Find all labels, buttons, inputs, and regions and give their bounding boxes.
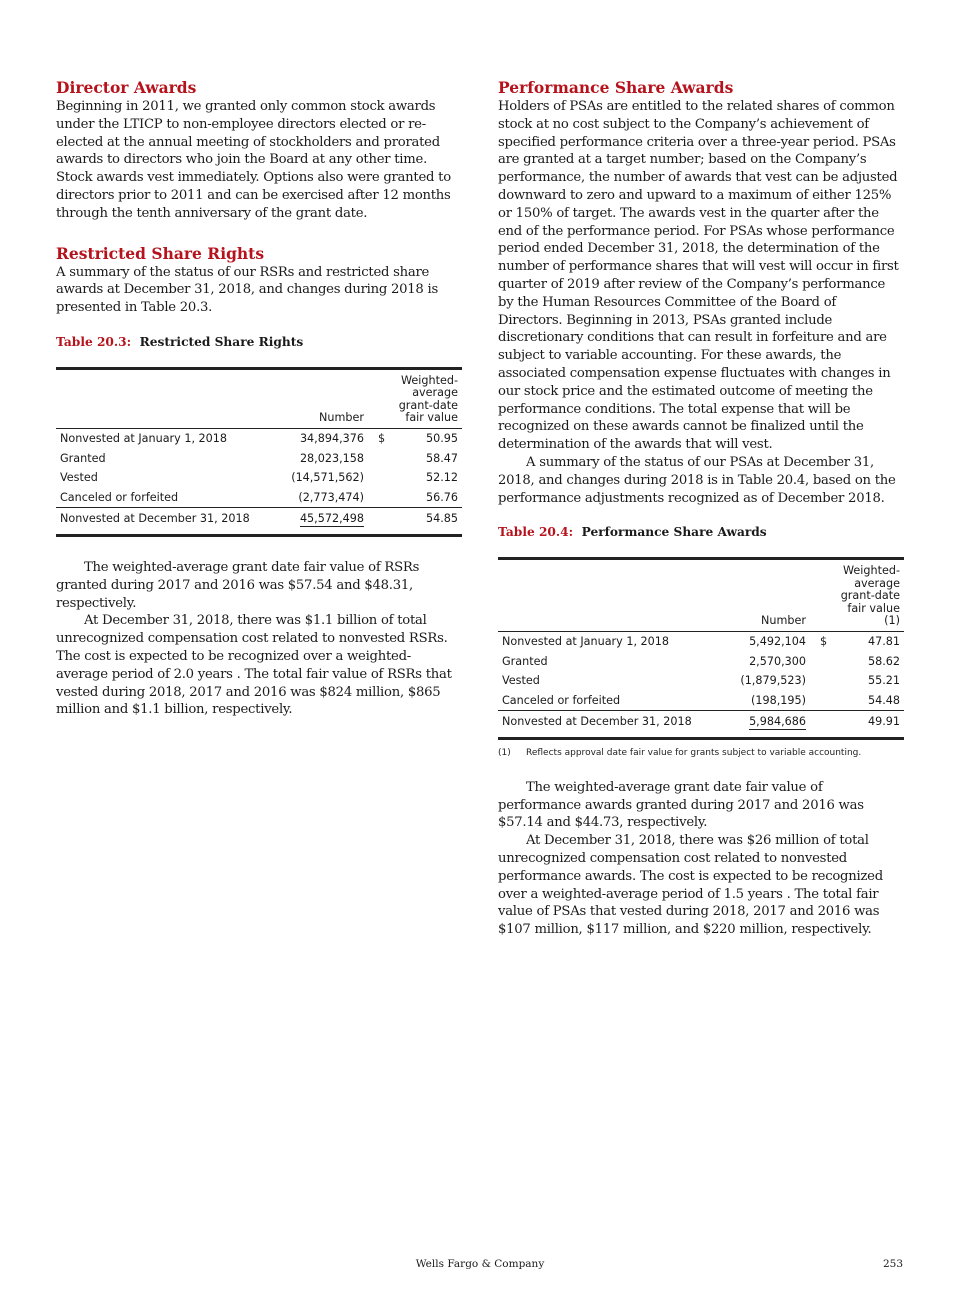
row-label: Vested xyxy=(502,674,540,688)
left-column xyxy=(56,78,462,719)
table-title: Performance Share Awards xyxy=(581,525,767,540)
column-header-number: Number xyxy=(276,370,368,429)
director-awards-heading: Director Awards xyxy=(56,78,197,97)
table-title: Restricted Share Rights xyxy=(139,334,304,349)
table-row xyxy=(56,488,462,508)
row-number: (2,773,474) xyxy=(298,491,364,505)
row-number: 5,492,104 xyxy=(749,635,806,649)
row-weighted-average: 56.76 xyxy=(425,491,458,505)
row-number: 45,572,498 xyxy=(276,508,368,528)
row-currency-symbol xyxy=(368,449,392,469)
rsr-followup-paragraph-1: The weighted-average grant date fair value of RSRs granted during 2017 and 2016 was $57.54 and $48.31, respectively. xyxy=(56,559,420,611)
restricted-share-rights-heading: Restricted Share Rights xyxy=(56,243,265,263)
table-footnote xyxy=(498,747,904,759)
row-weighted-average: 49.91 xyxy=(834,711,904,731)
row-number: (198,195) xyxy=(751,693,806,707)
row-currency-symbol xyxy=(368,488,392,508)
table-header-row xyxy=(56,370,462,429)
row-label: Granted xyxy=(60,451,106,465)
row-weighted-average: 52.12 xyxy=(425,471,458,485)
rsr-table-container xyxy=(56,367,462,537)
table-total-row xyxy=(56,508,462,528)
row-number: (14,571,562) xyxy=(291,471,364,485)
footnote-marker: (1) xyxy=(498,747,511,758)
row-currency-symbol xyxy=(810,671,834,691)
table-row xyxy=(56,468,462,488)
row-number: 2,570,300 xyxy=(749,654,806,668)
row-currency-symbol xyxy=(368,508,392,528)
column-header-weighted-average: Weighted- average grant-date fair value (1) xyxy=(834,560,904,631)
row-weighted-average: 55.21 xyxy=(867,674,900,688)
row-currency-symbol xyxy=(810,651,834,671)
page-number: 253 xyxy=(882,1258,903,1270)
director-awards-body: Beginning in 2011, we granted only common stock awards under the LTICP to non-employee directors elected or re-elected at the annual meeting of stockholders and prorated awards to directors who join the Board at any other time. Stock awards vest immediately. Options also were granted to directors prior to 2011 and can be exercised after 12 months through the tenth anniversary of the grant date. xyxy=(56,99,451,221)
footer-company-name: Wells Fargo & Company xyxy=(415,1258,545,1270)
row-label: Canceled or forfeited xyxy=(60,491,179,505)
row-label: Granted xyxy=(502,654,548,668)
row-label: Nonvested at December 31, 2018 xyxy=(498,711,718,731)
column-header-weighted-average: Weighted- average grant-date fair value xyxy=(392,370,462,429)
table-row xyxy=(498,691,904,711)
row-currency-symbol xyxy=(810,711,834,731)
psa-table-container xyxy=(498,557,904,739)
row-currency-symbol xyxy=(810,691,834,711)
rsr-followup-paragraph-2: At December 31, 2018, there was $1.1 billion of total unrecognized compensation cost related to nonvested RSRs. The cost is expected to be recognized over a weighted-average period of 2.0 years . The total fair value of RSRs that vested during 2018, 2017 and 2016 was $824 million, $865 million and $1.1 billion, respectively. xyxy=(56,613,452,718)
row-weighted-average: 58.47 xyxy=(425,451,458,465)
row-label: Nonvested at January 1, 2018 xyxy=(60,432,228,446)
row-number: (1,879,523) xyxy=(740,674,806,688)
row-currency-symbol: $ xyxy=(378,432,386,446)
row-label: Vested xyxy=(60,471,98,485)
restricted-share-rights-body: A summary of the status of our RSRs and restricted share awards at December 31, 2018, and changes during 2018 is presented in Table 20.3. xyxy=(56,264,438,316)
psa-followup-paragraph-2: At December 31, 2018, there was $26 million of total unrecognized compensation cost related to nonvested performance awards. The cost is expected to be recognized over a weighted-average period of 1.5 years . The total fair value of PSAs that vested during 2018, 2017 and 2016 was $107 million, $117 million, and $220 million, respectively. xyxy=(498,833,883,938)
rsr-table xyxy=(56,370,462,528)
row-weighted-average: 58.62 xyxy=(867,654,900,668)
table-20-3-caption xyxy=(56,333,462,351)
row-number: 28,023,158 xyxy=(299,451,364,465)
row-label: Nonvested at December 31, 2018 xyxy=(56,508,276,528)
footnote-text: Reflects approval date fair value for grants subject to variable accounting. xyxy=(526,747,862,758)
performance-share-awards-heading: Performance Share Awards xyxy=(498,78,734,97)
row-number: 5,984,686 xyxy=(718,711,810,731)
table-number: Table 20.4: xyxy=(498,525,574,540)
table-20-4-caption xyxy=(498,523,904,541)
row-weighted-average: 54.85 xyxy=(392,508,462,528)
row-weighted-average: 50.95 xyxy=(425,432,458,446)
table-row xyxy=(498,631,904,651)
psa-table xyxy=(498,560,904,730)
table-row xyxy=(56,428,462,448)
row-currency-symbol: $ xyxy=(820,635,828,649)
table-total-row xyxy=(498,711,904,731)
table-number: Table 20.3: xyxy=(56,334,132,349)
psa-followup-paragraph-1: The weighted-average grant date fair value of performance awards granted during 2017 and 2016 was $57.14 and $44.73, respectively. xyxy=(498,779,864,831)
table-row xyxy=(498,671,904,691)
row-weighted-average: 47.81 xyxy=(867,635,900,649)
row-number: 34,894,376 xyxy=(299,432,364,446)
table-row xyxy=(498,651,904,671)
row-label: Nonvested at January 1, 2018 xyxy=(502,635,670,649)
table-row xyxy=(56,449,462,469)
row-weighted-average: 54.48 xyxy=(867,693,900,707)
right-column xyxy=(498,78,904,939)
performance-share-awards-body: Holders of PSAs are entitled to the related shares of common stock at no cost subject to the Company’s achievement of specified performance criteria over a three-year period. PSAs are granted at a target number; based on the Company’s performance, the number of awards that vest can be adjusted downward to zero and upward to a maximum of either 125% or 150% of target. The awards vest in the quarter after the end of the performance period. For PSAs whose performance period ended December 31, 2018, the determination of the number of performance shares that will vest will occur in first quarter of 2019 after review of the Company’s performance by the Human Resources Committee of the Board of Directors. Beginning in 2013, PSAs granted include discretionary conditions that can result in forfeiture and are subject to variable accounting. For these awards, the associated compensation expense fluctuates with changes in our stock price and the estimated outcome of meeting the performance conditions. The total expense that will be recognized on these awards cannot be finalized until the determination of the awards that will vest. xyxy=(498,99,899,453)
column-header-number: Number xyxy=(718,560,810,631)
row-label: Canceled or forfeited xyxy=(502,693,621,707)
table-header-row xyxy=(498,560,904,631)
performance-share-awards-summary: A summary of the status of our PSAs at December 31, 2018, and changes during 2018 is in Table 20.4, based on the performance adjustments recognized as of December 2018. xyxy=(498,454,896,506)
row-currency-symbol xyxy=(368,468,392,488)
